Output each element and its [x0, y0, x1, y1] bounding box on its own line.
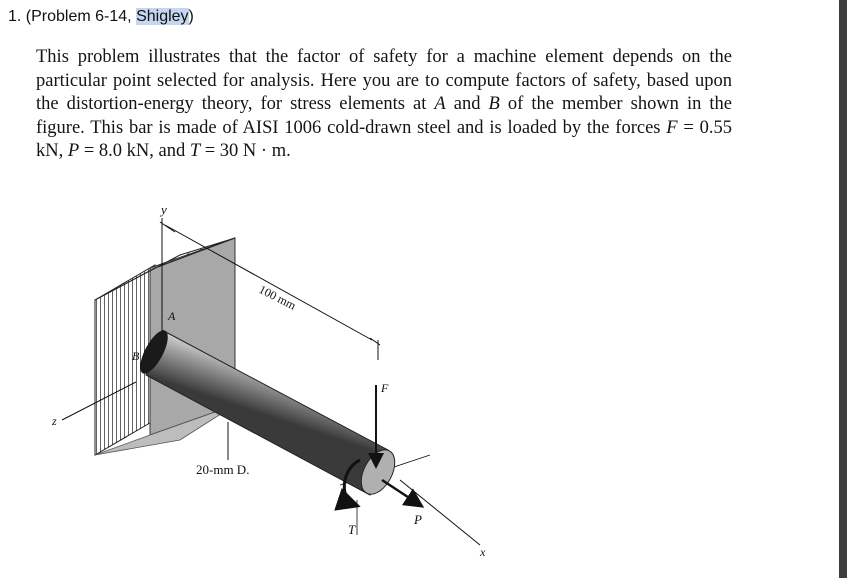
axis-label-z: z: [52, 414, 57, 428]
dimension-label: 100 mm: [256, 282, 299, 313]
point-label-A: A: [168, 309, 176, 323]
force-label-P: P: [414, 512, 422, 527]
axis-label-y: y: [161, 202, 167, 217]
heading-suffix: ): [188, 8, 194, 25]
diameter-label: 20-mm D.: [196, 462, 250, 477]
torque-label-T: T: [348, 522, 356, 537]
force-P-arrow: [382, 480, 420, 505]
point-label-B: B: [132, 349, 140, 363]
heading-highlight[interactable]: Shigley: [136, 8, 189, 25]
heading-prefix: 1. (Problem 6-14,: [8, 8, 137, 25]
axis-label-x: x: [480, 545, 486, 559]
force-label-F: F: [381, 381, 389, 395]
problem-statement: This problem illustrates that the factor of safety for a machine element depends on the particular point selected for analysis. Here you are to compute factors of safety, based upon the distortion-energy theory, for stress elements at A and B of the member shown in the figure. This bar is made of AISI 1006 cold-drawn steel and is loaded by the forces F = 0.55 kN, P = 8.0 kN, and T = 30 N · m.: [36, 47, 732, 161]
